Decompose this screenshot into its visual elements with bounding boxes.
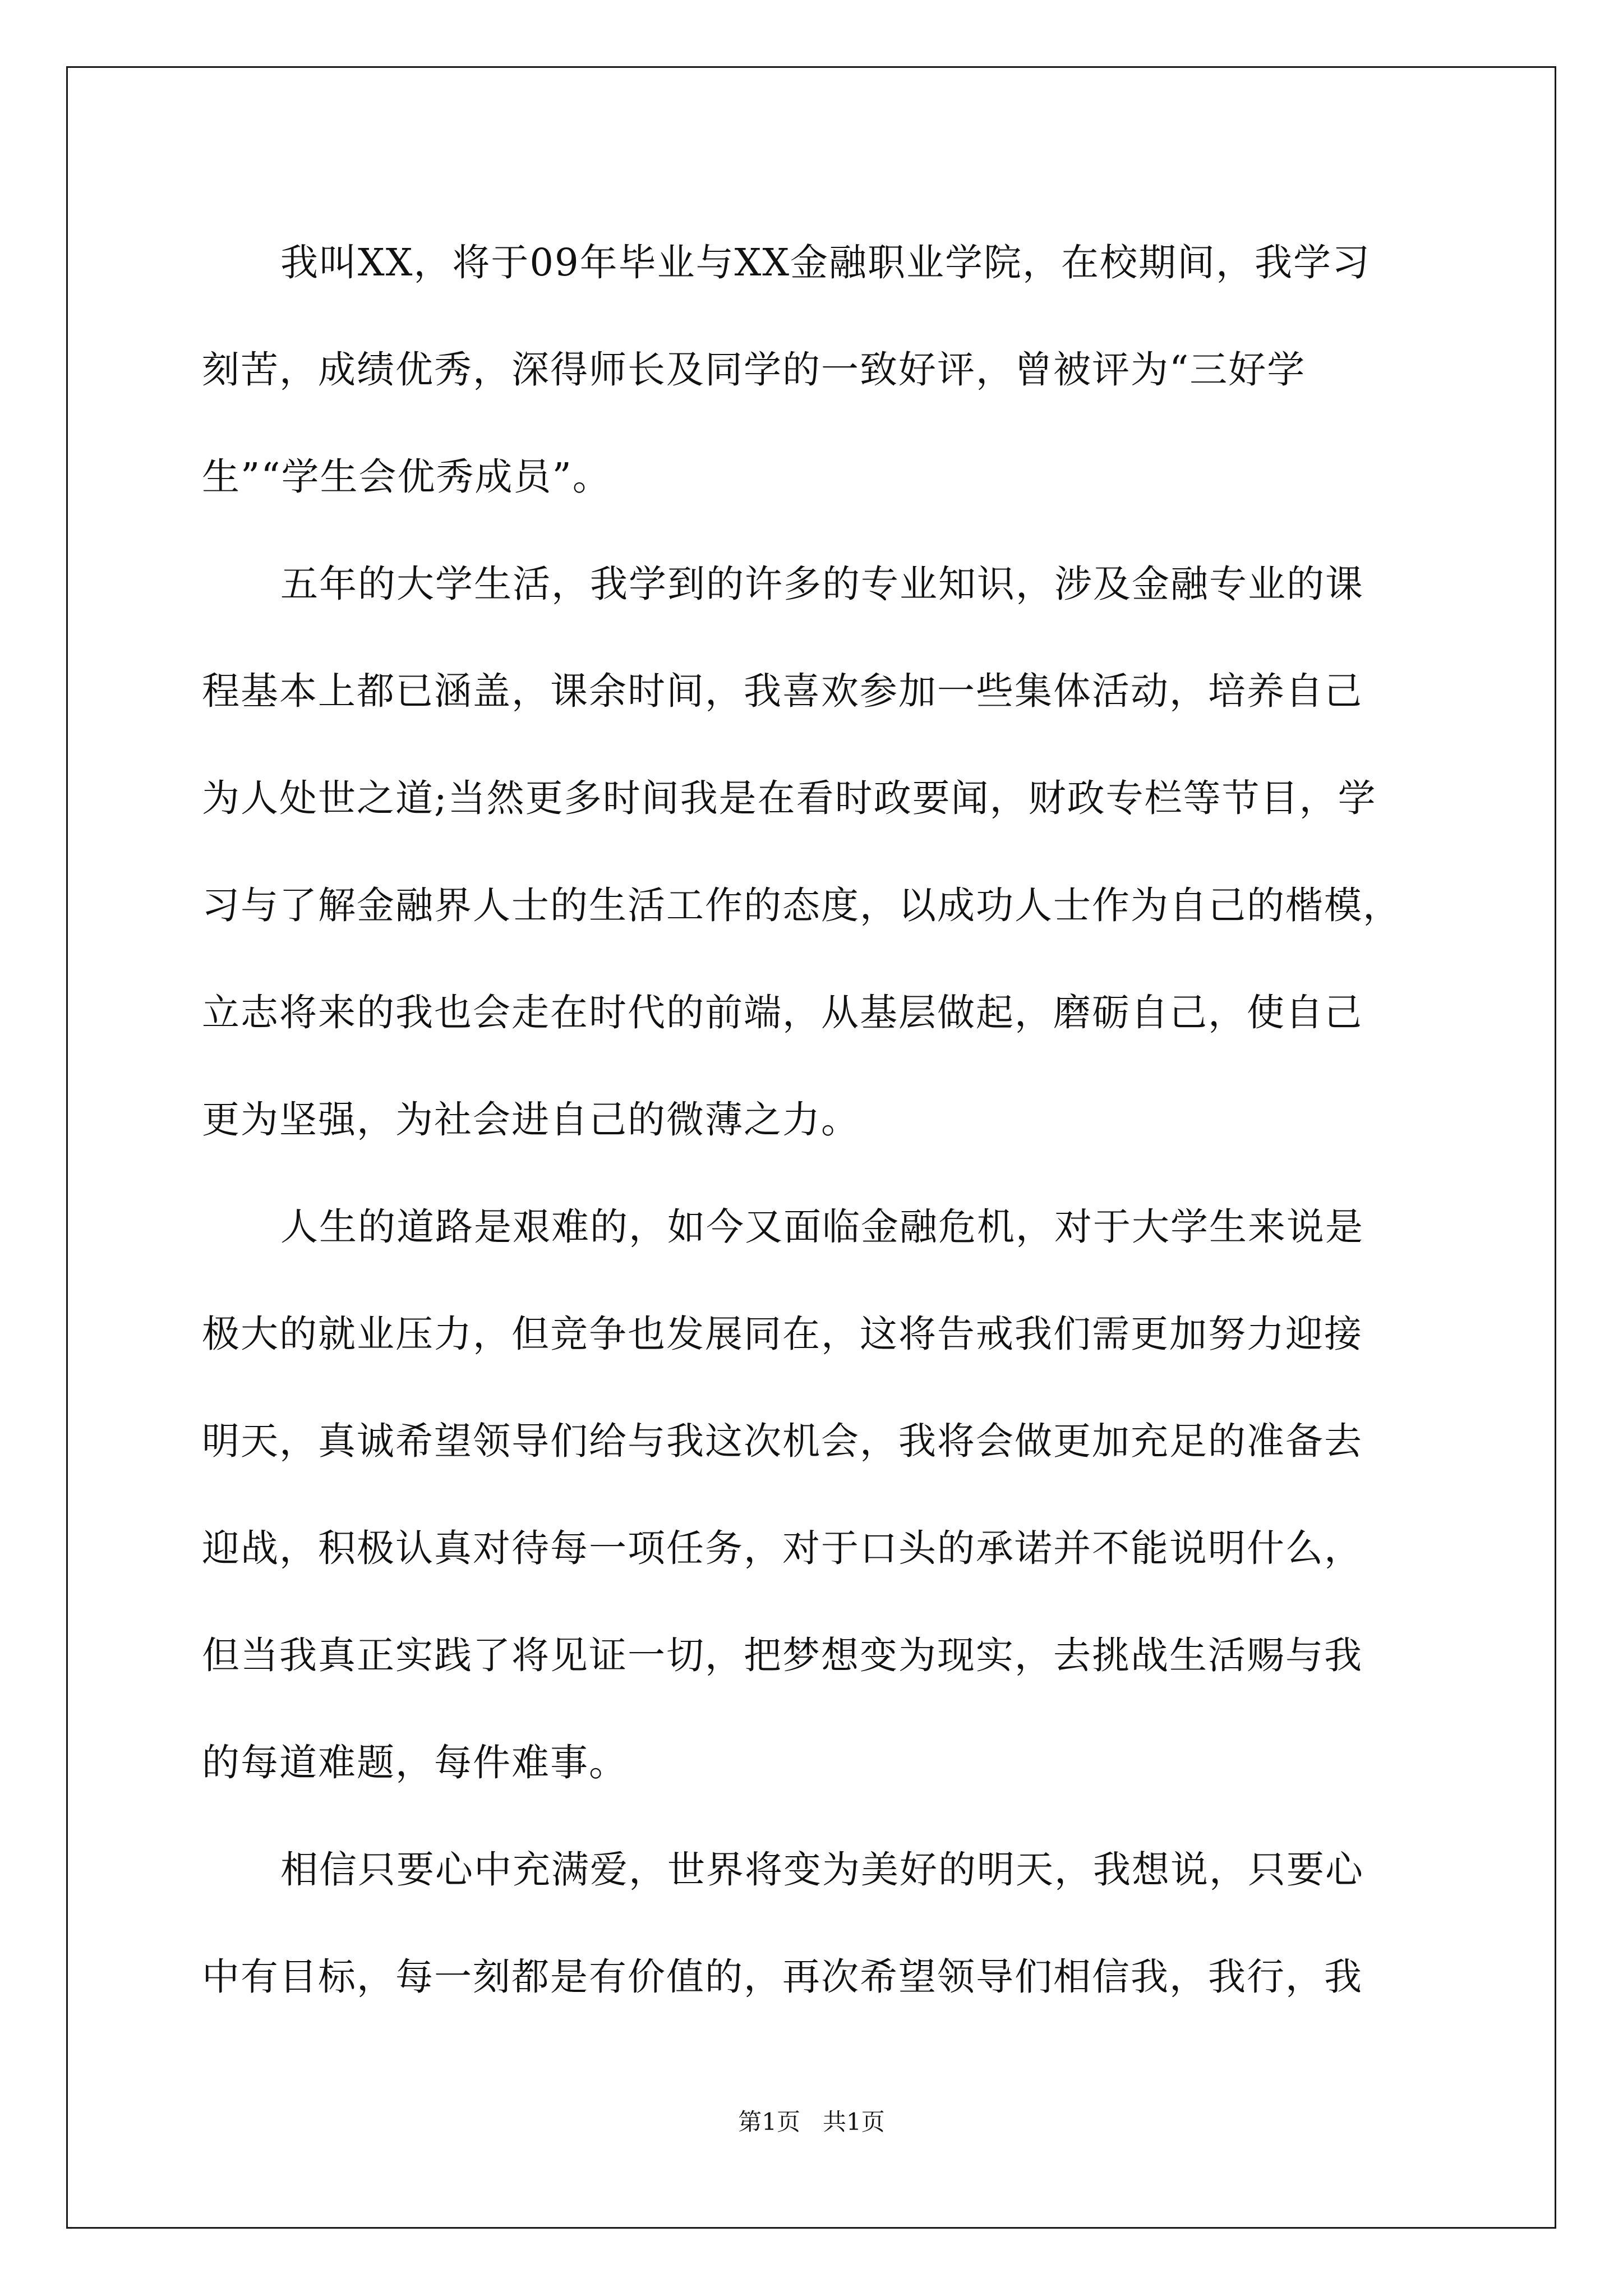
paragraph-2-line-3: 为人处世之道;当然更多时间我是在看时政要闻，财政专栏等节目，学 (202, 776, 1377, 820)
paragraph-4-line-1: 相信只要心中充满爱，世界将变为美好的明天，我想说，只要心 (280, 1848, 1364, 1892)
paragraph-3-line-3: 明天，真诚希望领导们给与我这次机会，我将会做更加充足的准备去 (202, 1419, 1363, 1463)
paragraph-3-line-2: 极大的就业压力，但竞争也发展同在，这将告戒我们需更加努力迎接 (202, 1312, 1363, 1356)
paragraph-4-line-2: 中有目标，每一刻都是有价值的，再次希望领导们相信我，我行，我 (202, 1955, 1363, 1999)
paragraph-2-line-2: 程基本上都已涵盖，课余时间，我喜欢参加一些集体活动，培养自己 (202, 669, 1363, 713)
paragraph-2-line-5: 立志将来的我也会走在时代的前端，从基层做起，磨砺自己，使自己 (202, 991, 1363, 1034)
paragraph-2-line-4: 习与了解金融界人士的生活工作的态度，以成功人士作为自己的楷模， (202, 884, 1401, 927)
paragraph-2-line-1: 五年的大学生活，我学到的许多的专业知识，涉及金融专业的课 (280, 562, 1364, 606)
paragraph-3-line-5: 但当我真正实践了将见证一切，把梦想变为现实，去挑战生活赐与我 (202, 1634, 1363, 1677)
paragraph-3-line-4: 迎战，积极认真对待每一项任务，对于口头的承诺并不能说明什么， (202, 1526, 1363, 1570)
paragraph-2-line-6: 更为坚强，为社会进自己的微薄之力。 (202, 1098, 860, 1142)
paragraph-1-line-1: 我叫XX，将于09年毕业与XX金融职业学院，在校期间，我学习 (280, 241, 1371, 284)
paragraph-3-line-1: 人生的道路是艰难的，如今又面临金融危机，对于大学生来说是 (280, 1205, 1364, 1249)
paragraph-1-line-3: 生”“学生会优秀成员”。 (202, 455, 611, 499)
paragraph-3-line-6: 的每道难题，每件难事。 (202, 1741, 628, 1784)
document-body (202, 209, 1436, 2031)
paragraph-1-line-2: 刻苦，成绩优秀，深得师长及同学的一致好评，曾被评为“三好学 (202, 348, 1306, 392)
page-number-footer: 第1页 共1页 (738, 2108, 885, 2136)
